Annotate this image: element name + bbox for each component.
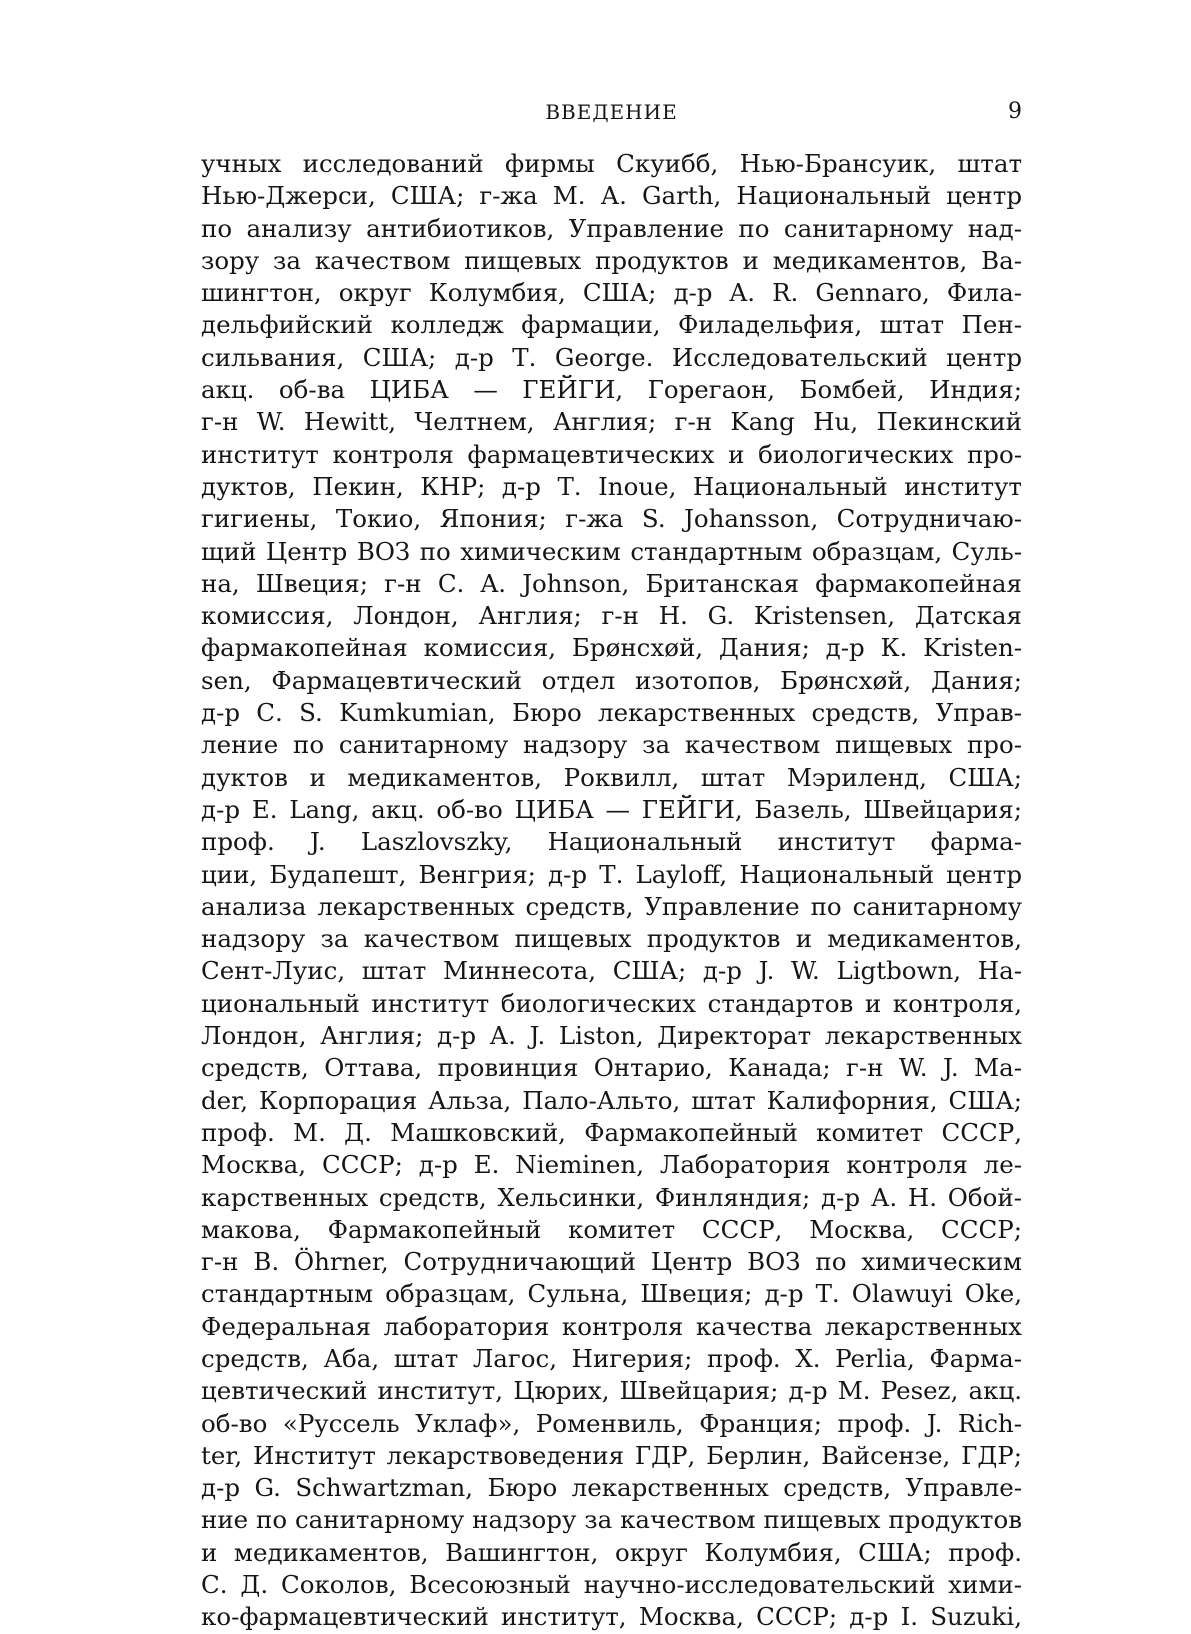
text-line: г-н W. Hewitt, Челтнем, Англия; г-н Kang Hu, Пекинский — [201, 407, 1022, 437]
text-line: акц. об-ва ЦИБА — ГЕЙГИ, Горегаон, Бомбей, Индия; — [201, 375, 1022, 405]
page-number: 9 — [1008, 99, 1022, 124]
text-line: ции, Будапешт, Венгрия; д-р Т. Layloff, Национальный центр — [201, 859, 1022, 889]
text-line: ter, Институт лекарствоведения ГДР, Берлин, Вайсензе, ГДР; — [201, 1440, 1022, 1470]
text-line: стандартным образцам, Сульна, Швеция; д-р Т. Olawuyi Oke, — [201, 1279, 1022, 1309]
text-line: Нью-Джерси, США; г-жа М. А. Garth, Национальный центр — [201, 181, 1022, 211]
text-line: дуктов, Пекин, КНР; д-р Т. Inoue, Национальный институт — [201, 471, 1022, 501]
text-line: проф. М. Д. Машковский, Фармакопейный комитет СССР, — [201, 1117, 1022, 1147]
text-line: д-р С. S. Kumkumian, Бюро лекарственных средств, Управ- — [201, 698, 1022, 728]
text-line: средств, Оттава, провинция Онтарио, Канада; г-н W. J. Ma- — [201, 1053, 1022, 1083]
text-line: ление по санитарному надзору за качеством пищевых про- — [201, 730, 1022, 760]
text-line: об-во «Руссель Уклаф», Роменвиль, Франция; проф. J. Rich- — [201, 1408, 1022, 1438]
text-line: цевтический институт, Цюрих, Швейцария; д-р М. Pesez, акц. — [201, 1376, 1022, 1406]
text-line: der, Корпорация Альза, Пало-Альто, штат Калифорния, США; — [201, 1085, 1022, 1115]
text-line: д-р Е. Lang, акц. об-во ЦИБА — ГЕЙГИ, Базель, Швейцария; — [201, 794, 1022, 824]
text-line: комиссия, Лондон, Англия; г-н Н. G. Kristensen, Датская — [201, 601, 1022, 631]
text-line: фармакопейная комиссия, Брøнсхøй, Дания; д-р К. Kristen- — [201, 633, 1022, 663]
text-line: sen, Фармацевтический отдел изотопов, Брøнсхøй, Дания; — [201, 665, 1022, 695]
text-line: г-н В. Öhrner, Сотрудничающий Центр ВОЗ по химическим — [201, 1247, 1022, 1277]
text-line: Федеральная лаборатория контроля качества лекарственных — [201, 1311, 1022, 1341]
running-head — [201, 92, 1022, 132]
text-line: гигиены, Токио, Япония; г-жа S. Johansson, Сотрудничаю- — [201, 504, 1022, 534]
text-line: щий Центр ВОЗ по химическим стандартным образцам, Суль- — [201, 536, 1022, 566]
text-line: ко-фармацевтический институт, Москва, СССР; д-р I. Suzuki, — [201, 1602, 1022, 1632]
text-line: д-р G. Schwartzman, Бюро лекарственных средств, Управле- — [201, 1473, 1022, 1503]
text-line: анализа лекарственных средств, Управление по санитарному — [201, 891, 1022, 921]
text-line: карственных средств, Хельсинки, Финляндия; д-р А. Н. Обой- — [201, 1182, 1022, 1212]
text-line: зору за качеством пищевых продуктов и медикаментов, Ва- — [201, 245, 1022, 275]
text-line: и медикаментов, Вашингтон, округ Колумбия, США; проф. — [201, 1537, 1022, 1567]
text-line: Сент-Луис, штат Миннесота, США; д-р J. W. Ligtbown, На- — [201, 956, 1022, 986]
text-line: циональный институт биологических стандартов и контроля, — [201, 988, 1022, 1018]
text-line: учных исследований фирмы Скуибб, Нью-Брансуик, штат — [201, 149, 1022, 178]
text-line: дельфийский колледж фармации, Филадельфия, штат Пен- — [201, 310, 1022, 340]
text-line: проф. J. Laszlovszky, Национальный институт фарма- — [201, 827, 1022, 857]
text-line: надзору за качеством пищевых продуктов и медикаментов, — [201, 924, 1022, 954]
text-line: Лондон, Англия; д-р А. J. Liston, Директорат лекарственных — [201, 1021, 1022, 1051]
text-line: институт контроля фармацевтических и биологических про- — [201, 439, 1022, 469]
text-line: дуктов и медикаментов, Роквилл, штат Мэриленд, США; — [201, 762, 1022, 792]
text-line: средств, Аба, штат Лагос, Нигерия; проф. X. Perlia, Фарма- — [201, 1343, 1022, 1373]
text-line: на, Швеция; г-н С. A. Johnson, Британская фармакопейная — [201, 568, 1022, 598]
text-line: Москва, СССР; д-р Е. Nieminen, Лаборатория контроля ле- — [201, 1150, 1022, 1180]
text-line: С. Д. Соколов, Всесоюзный научно-исследовательский хими- — [201, 1570, 1022, 1600]
text-line: сильвания, США; д-р Т. George. Исследовательский центр — [201, 342, 1022, 372]
text-line: по анализу антибиотиков, Управление по санитарному над- — [201, 213, 1022, 243]
text-line: ние по санитарному надзору за качеством пищевых продуктов — [201, 1505, 1022, 1535]
text-line: шингтон, округ Колумбия, США; д-р A. R. Gennaro, Фила- — [201, 278, 1022, 308]
text-line: макова, Фармакопейный комитет СССР, Москва, СССР; — [201, 1214, 1022, 1244]
body-text — [201, 148, 1022, 1634]
running-title: ВВЕДЕНИЕ — [545, 100, 678, 124]
